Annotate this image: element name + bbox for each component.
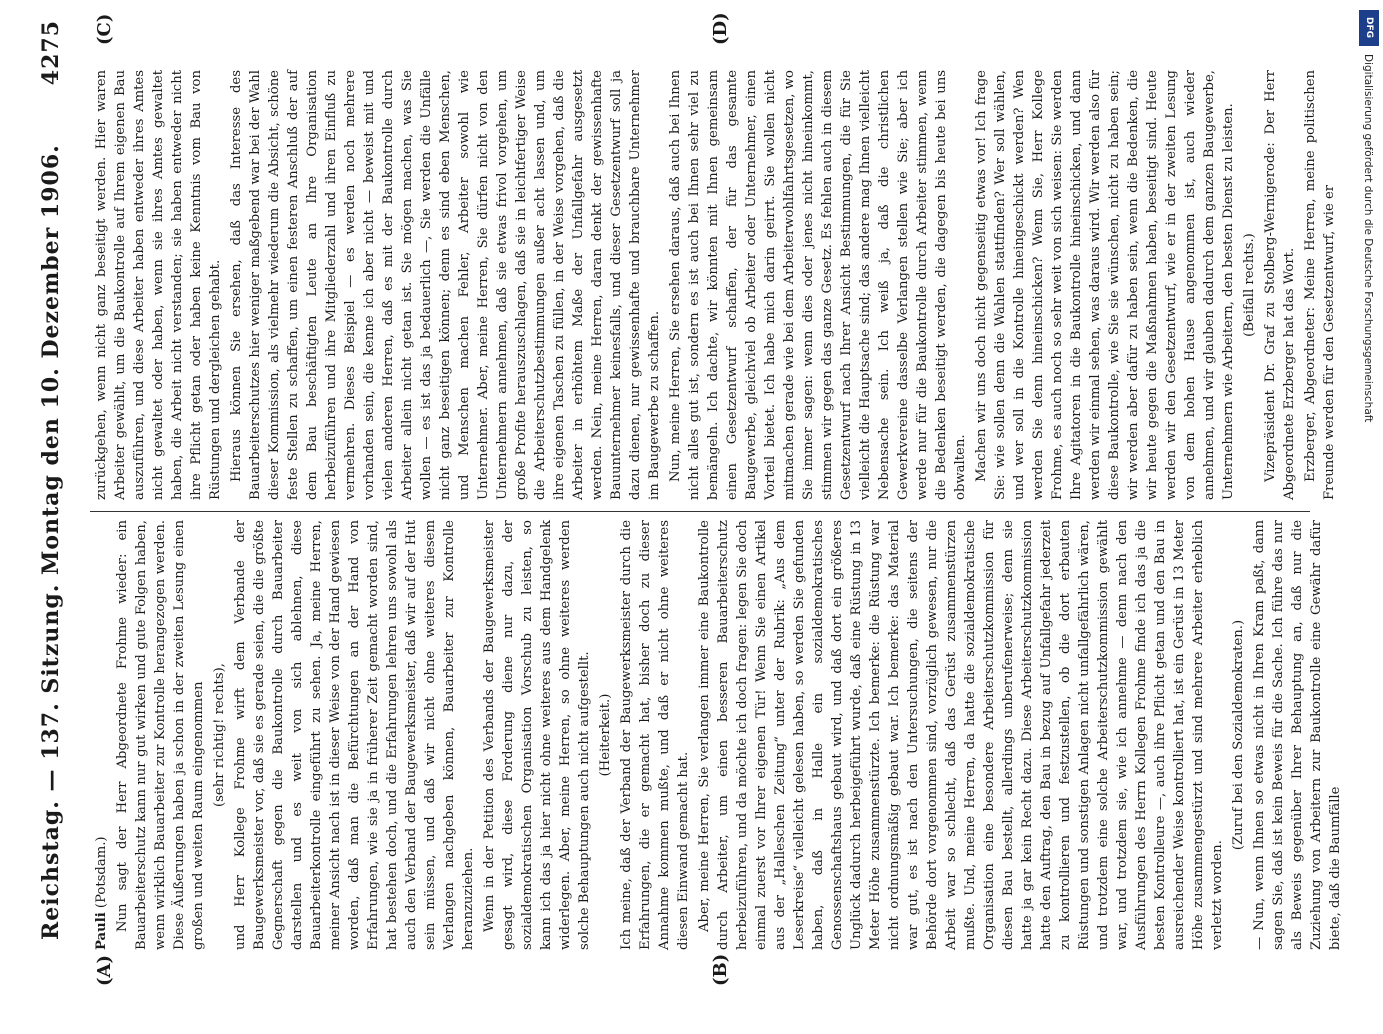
interjection: (Beifall rechts.)	[1242, 233, 1257, 337]
paragraph: Hieraus können Sie ersehen, daß das Interesse des Bauarbeiterschutzes hier weniger maßgebend war bei der Wahl dieser Kommission, als vielmehr wiederum die Absicht, schöne feste Stellen zu schaffen, um einen festeren Anschluß der auf dem Bau beschäftigten Leute an Ihre Organisation herbeizuführen und ihre Mitgliederzahl und ihren Einfluß zu vermehren. Dieses Beispiel — es werden noch mehrere vorhanden sein, die kenne ich aber nicht — beweist mit und vielen anderen Herren, daß es mit der Baukontrolle durch Arbeiter allein nicht getan ist. Sie mögen machen, was Sie wollen — es ist das ja bedauerlich —, Sie werden die Unfälle nicht ganz beseitigen können; denn es sind eben Menschen, und Menschen machen Fehler, Arbeiter sowohl wie Unternehmer. Aber, meine Herren, Sie dürfen nicht von den Unternehmern annehmen, daß sie etwas frivol vorgehen, um große Profite herauszuschlagen, daß sie in leichtfertiger Weise die Arbeiterschutzbestimmungen außer acht lassen und, um ihre eigenen Taschen zu füllen, in der Weise vorgehen, daß die Arbeiter in erhöhtem Maße der Unfallgefahr ausgesetzt werden. Nein, meine Herren, daran denkt der gewissenhafte Bauunternehmer keinesfalls, und dieser Gesetzentwurf soll ja dazu dienen, nur gewissenhafte und brauchbare Unternehmer im Baugewerbe zu schaffen.	[229, 70, 662, 500]
page-number: 4275	[38, 20, 64, 86]
header-session: Reichstag. — 137. Sitzung.	[38, 583, 64, 940]
right-column	[92, 70, 1337, 500]
margin-letter-d: (D)	[710, 12, 731, 45]
paragraph: Wenn in der Petition des Verbands der Baugewerksmeister gesagt wird, diese Forderung diene nur dazu, der sozialdemokratischen Organisation Vorschub zu leisten, so kann ich das ja hier nicht ohne weiteres aus dem Handgelenk widerlegen. Aber, meine Herren, so ohne weiteres werden solche Behauptungen auch nicht aufgestellt.	[482, 520, 592, 950]
rotated-document-page	[20, 0, 1343, 1000]
margin-letter-a: (A)	[94, 955, 115, 986]
speaker-line	[92, 520, 111, 950]
interjection: (Heiterkeit.)	[598, 693, 613, 777]
paragraph: Machen wir uns doch nicht gegenseitig etwas vor! Ich frage Sie: wie sollen denn die Wahlen stattfinden? Wer soll wählen, und wer soll in die Kontrolle hineingeschickt werden? Wen werden Sie denn hineinschicken? Wenn Sie, Herr Kollege Frohme, es auch noch so sehr weit von sich weisen: Sie werden Ihre Agitatoren in die Baukontrolle hineinschicken, und dann werden wir einmal sehen, was daraus wird. Wir werden also für diese Baukontrolle, wie Sie sie wünschen, nicht zu haben sein; wir werden aber dafür zu haben sein, wenn die Bedenken, die wir heute gegen die Maßnahmen haben, beseitigt sind. Heute werden wir den Gesetzentwurf, wie er in der zweiten Lesung von dem hohen Hause angenommen ist, auch wieder annehmen, und wir glauben dadurch dem ganzen Baugewerbe, Unternehmern wie Arbeitern, den besten Dienst zu leisten.	[974, 70, 1236, 500]
paragraph: und Herr Kollege Frohme wirft dem Verbande der Baugewerksmeister vor, daß sie es gerade seien, die die größte Gegnerschaft gegen die Baukontrolle durch Bauarbeiter darstellen und es weit von sich ablehnen, diese Bauarbeiterkontrolle eingeführt zu sehen. Ja, meine Herren, meiner Ansicht nach ist in dieser Weise von der Hand gewiesen worden, daß man die Befürchtungen an der Hand von Erfahrungen, wie sie ja in früherer Zeit gemacht worden sind, hat bestehen doch, und die Erfahrungen lehren uns sowohl als auch den Verband der Baugewerksmeister, daß wir auf der Hut sein müssen, und daß wir nicht ohne weiteres diesem Verlangen nachgeben können, Bauarbeiter zur Kontrolle heranzuziehen.	[233, 520, 476, 950]
paragraph: Ich meine, daß der Verband der Baugewerksmeister durch die Erfahrungen, die er gemacht hat, bisher doch zu dieser Annahme kommen mußte, und daß er nicht ohne weiteres diesen Einwand gemacht hat.	[619, 520, 691, 950]
speaker-place: (Potsdam.)	[94, 836, 109, 909]
credit-text: Digitalisierung gefördert durch die Deutsche Forschungsgemeinschaft	[1362, 54, 1374, 423]
speaker-paragraph: Erzberger, Abgeordneter: Meine Herren, meine politischen Freunde werden für den Gesetzentwurf, wie er	[1303, 70, 1337, 500]
paragraph: Nun sagt der Herr Abgeordnete Frohme wieder: ein Bauarbeiterschutz kann nur gut wirken und gute Folgen haben, wenn wirklich Bauarbeiter zur Kontrolle herangezogen werden. Diese Äußerungen haben ja schon in der zweiten Lesung einen großen und weiten Raum eingenommen	[115, 520, 206, 950]
page-header	[20, 0, 80, 1000]
paragraph: zurückgehen, wenn nicht ganz beseitigt werden. Hier waren Arbeiter gewählt, um die Baukontrolle auf Ihrem eigenen Bau auszuführen, und diese Arbeiter haben entweder ihres Amtes nicht gewaltet oder haben, wenn sie ihres Amtes gewaltet haben, die Arbeit nicht verstanden; sie haben entweder nicht ihre Pflicht getan oder haben keine Kenntnis vom Bau von Rüstungen und dergleichen gehabt.	[94, 70, 223, 500]
paragraph: Aber, meine Herren, Sie verlangen immer eine Baukontrolle durch Arbeiter, um einen besseren Bauarbeiterschutz herbeizuführen, und da möchte ich doch fragen: legen Sie doch einmal zuerst vor Ihrer eigenen Tür! Wenn Sie einen Artikel aus der „Halleschen Zeitung“ unter der Rubrik: „Aus dem Leserkreise“ vielleicht gelesen haben, so werden Sie gefunden haben, daß in Halle ein sozialdemokratisches Genossenschaftshaus gebaut wird, und daß dort ein größeres Unglück dadurch herbeigeführt wurde, daß eine Rüstung in 13 Meter Höhe zusammenstürzte. Ich bemerke: die Rüstung war nicht ordnungsmäßig gebaut war. Ich bemerke: das Material war gut, es ist nach den Untersuchungen, die seitens der Behörde dort vorgenommen sind, vorzüglich gewesen, nur die Arbeit war so schlecht, daß das Gerüst zusammenstürzen mußte. Und, meine Herren, da hatte die sozialdemokratische Organisation eine besondere Arbeiterschutzkommission für diesen Bau bestellt, allerdings unberufenerweise; denn sie hatte ja gar kein Recht dazu. Diese Arbeiterschutzkommission hatte den Auftrag, den Bau in bezug auf Unfallgefahr jederzeit zu kontrollieren und festzustellen, ob die dort erbauten Rüstungen und sonstigen Anlagen nicht unfallgefährlich wären, und trotzdem eine solche Arbeiterschutzkommission gewählt war, und trotzdem sie, wie ich annehme — denn nach den Ausführungen des Herrn Kollegen Frohme finde ich das ja die besten Kontrolleure —, auch ihre Pflicht getan und den Bau in ausreichender Weise kontrolliert hat, ist ein Gerüst in 13 Meter Höhe zusammengestürzt und sind mehrere Arbeiter erheblich verletzt worden.	[697, 520, 1225, 950]
dfg-logo: DFG	[1359, 10, 1379, 46]
digitization-credit	[1359, 10, 1377, 990]
speaker-name: Pauli	[94, 912, 109, 950]
left-column	[92, 520, 1343, 950]
column-divider	[90, 511, 1310, 512]
paragraph: — Nun, wenn Ihnen so etwas nicht in Ihren Kram paßt, dann sagen Sie, daß ist kein Beweis für die Sache. Ich führe das nur als Beweis gegenüber Ihrer Behauptung an, daß nur die Zuziehung von Arbeitern zur Baukontrolle eine Gewähr dafür biete, daß die Baumfälle	[1252, 520, 1343, 950]
presiding-officer-line: Vizepräsident Dr. Graf zu Stolberg-Wernigerode: Der Herr Abgeordnete Erzberger hat das Wort.	[1263, 70, 1297, 500]
margin-letter-c: (C)	[94, 13, 115, 45]
interjection: (sehr richtig! rechts),	[212, 663, 227, 807]
header-date: Montag den 10. Dezember 1906.	[38, 144, 64, 575]
interjection: (Zuruf bei den Sozialdemokraten.)	[1231, 619, 1246, 851]
paragraph: Nun, meine Herren, Sie ersehen daraus, daß auch bei Ihnen nicht alles gut ist, sondern es ist auch bei Ihnen sehr viel zu bemängeln. Ich dachte, wir könnten mit Ihnen gemeinsam einen Gesetzentwurf schaffen, der für das gesamte Baugewerbe, gleichviel ob Arbeiter oder Unternehmer, einen Vorteil bietet. Ich habe mich darin geirrt. Sie wollen nicht mitmachen gerade wie bei dem Arbeiterwohlfahrtsgesetzen, wo Sie immer sagen: wenn dies oder jenes nicht hineinkommt, stimmen wir gegen das ganze Gesetz. Es fehlen auch in diesem Gesetzentwurf nach Ihrer Ansicht Bestimmungen, die für Sie vielleicht die Hauptsache sind; das andere mag Ihnen vielleicht Nebensache sein. Ich weiß ja, daß die christlichen Gewerkvereine dasselbe Verlangen stellen wie Sie; aber ich werde nur für die Baukontrolle durch Arbeiter stimmen, wenn die Bedenken beseitigt werden, die dagegen bis heute bei uns obwalten.	[668, 70, 968, 500]
margin-letter-b: (B)	[710, 953, 731, 986]
